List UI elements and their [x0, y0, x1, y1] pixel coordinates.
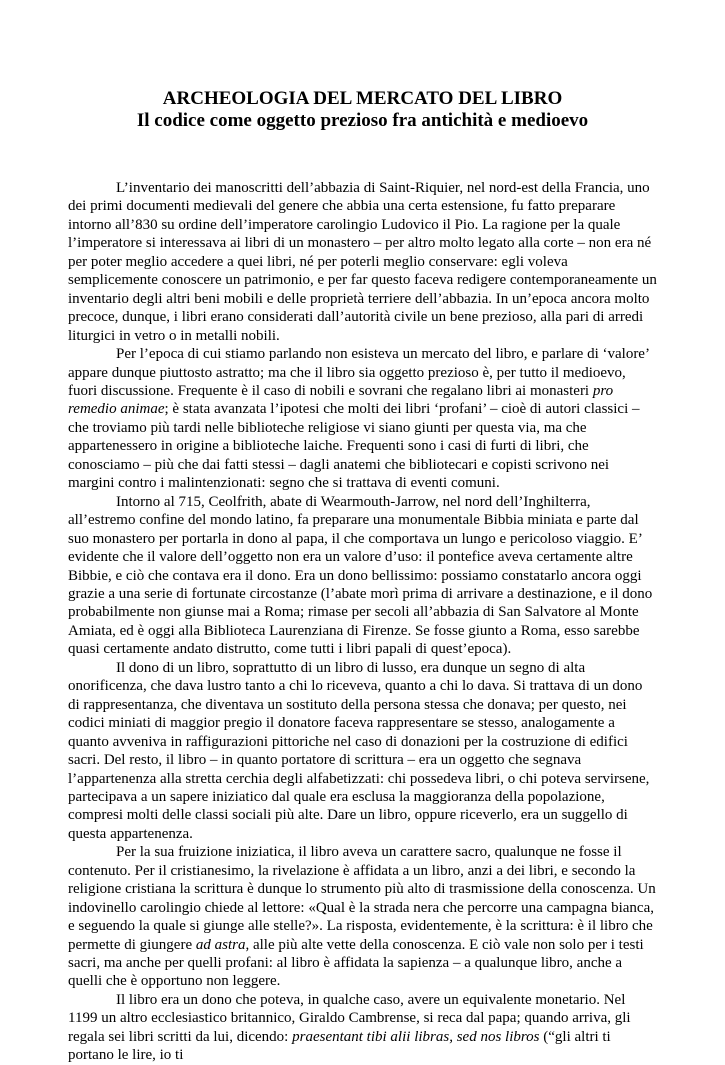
text-run: L’inventario dei manoscritti dell’abbazia di Saint-Riquier, nel nord-est della Francia, uno dei primi documenti medievali del genere che abbia una certa estensione, fu fatto preparare intorno all’830 su ordine dell’imperatore carolingio Ludovico il Pio. La ragione per la quale l’imperatore si interessava ai libri di un monastero – per altro molto legato alla corte – non era né per poter meglio accedere a quei libri, né per poterli meglio conservare: egli voleva semplicemente conoscere un patrimonio, e per far questo faceva redigere contemporaneamente un inventario degli altri beni mobili e delle proprietà terriere dell’abbazia. In un’epoca ancora molto precoce, dunque, i libri erano considerati dall’autorità civile un bene prezioso, alla pari di arredi liturgici in vetro o in metalli nobili.: [68, 180, 657, 344]
text-run: Intorno al 715, Ceolfrith, abate di Wearmouth-Jarrow, nel nord dell’Inghilterra, all’estremo confine del mondo latino, fa preparare una monumentale Bibbia miniata e parte dal suo monastero per portarla in dono al papa, il che comportava un lungo e pericoloso viaggio. E’ evidente che il valore dell’oggetto non era un valore d’uso: il pontefice aveva certamente altre Bibbie, e ciò che contava era il dono. Era un dono bellissimo: possiamo constatarlo ancora oggi grazie a una serie di fortunate circostanze (l’abate morì prima di arrivare a destinazione, e il dono probabilmente non giunse mai a Roma; rimase per secoli all’abbazia di San Salvatore al Monte Amiata, ed è oggi alla Biblioteca Laurenziana di Firenze. Se fosse giunto a Roma, esso sarebbe quasi certamente andato distrutto, come tutti i libri papali di quest’epoca).: [68, 493, 653, 658]
article-body: [68, 179, 657, 1065]
text-run: Il libro era un dono che poteva, in qualche caso, avere un equivalente monetario. Nel 1199 un altro ecclesiastico britannico, Giraldo Cambrense, si reca dal papa; quando arriva, gli regala sei libri scritti da lui, dicendo:: [68, 991, 631, 1045]
text-run: (“gli altri ti portano le lire, io ti: [68, 1028, 611, 1064]
page-subtitle: Il codice come oggetto prezioso fra antichità e medioevo: [136, 110, 589, 131]
italic-phrase: pro remedio animae: [68, 382, 614, 418]
paragraph: [68, 659, 657, 844]
paragraph: [68, 493, 657, 659]
text-run: Per l’epoca di cui stiamo parlando non esisteva un mercato del libro, e parlare di ‘valore’ appare dunque piuttosto astratto; ma che il libro sia oggetto prezioso è, per tutto il medioevo, fuori discussione. Frequente è il caso di nobili e sovrani che regalano libri ai monasteri: [68, 346, 649, 399]
page-title: ARCHEOLOGIA DEL MERCATO DEL LIBRO: [162, 88, 563, 109]
title-block: [0, 88, 725, 132]
text-run: Per la sua fruizione iniziatica, il libro aveva un carattere sacro, qualunque ne fosse il contenuto. Per il cristianesimo, la rivelazione è affidata a un libro, anzi a dei libri, e secondo la religione cristiana la scrittura è dunque lo strumento più alto di trasmissione della conoscenza. Un indovinello carolingio chiede al lettore: «Qual è la strada nera che percorre una campagna bianca, e seguendo la quale si giunge alle stelle?». La risposta, evidentemente, è la scrittura: è il libro che permette di giungere: [68, 844, 656, 953]
paragraph: [68, 991, 657, 1065]
text-run: , alle più alte vette della conoscenza. E ciò vale non solo per i testi sacri, ma anche per quelli profani: al libro è affidata la sapienza – a qualunque libro, anche a quelli che è opportuno non leggere.: [68, 936, 644, 990]
text-run: ; è stata avanzata l’ipotesi che molti dei libri ‘profani’ – cioè di autori classici – che troviamo più tardi nelle biblioteche religiose vi siano giunti per questa via, ma che appartenessero in origine a biblioteche laiche. Frequenti sono i casi di furti di libri, che conosciamo – più che dai fatti stessi – dagli anatemi che bibliotecari e copisti scrivono nei margini contro i malintenzionati: segno che si trattava di eventi comuni.: [68, 401, 640, 492]
paragraph: [68, 843, 657, 991]
text-run: Il dono di un libro, soprattutto di un libro di lusso, era dunque un segno di alta onorificenza, che dava lustro tanto a chi lo riceveva, quanto a chi lo dava. Si trattava di un dono di rappresentanza, che diventava un sostituto della persona stessa che donava; per questo, nei codici miniati di maggior pregio il donatore faceva rappresentare se stesso, analogamente a quanto avveniva in raffigurazioni pittoriche nel caso di donazioni per la costruzione di edifici sacri. Del resto, il libro – in quanto portatore di scrittura – era un oggetto che segnava l’appartenenza alla stretta cerchia degli alfabetizzati: chi possedeva libri, o chi poteva servirsene, partecipava a un sapere iniziatico dal quale era esclusa la maggioranza della popolazione, compresi molti delle classi sociali più alte. Dare un libro, oppure riceverlo, era un suggello di questa appartenenza.: [68, 659, 650, 842]
italic-phrase: praesentant tibi alii libras, sed nos libros: [292, 1028, 540, 1045]
italic-phrase: ad astra: [195, 936, 246, 953]
paragraph: [68, 179, 657, 345]
paragraph: [68, 345, 657, 493]
